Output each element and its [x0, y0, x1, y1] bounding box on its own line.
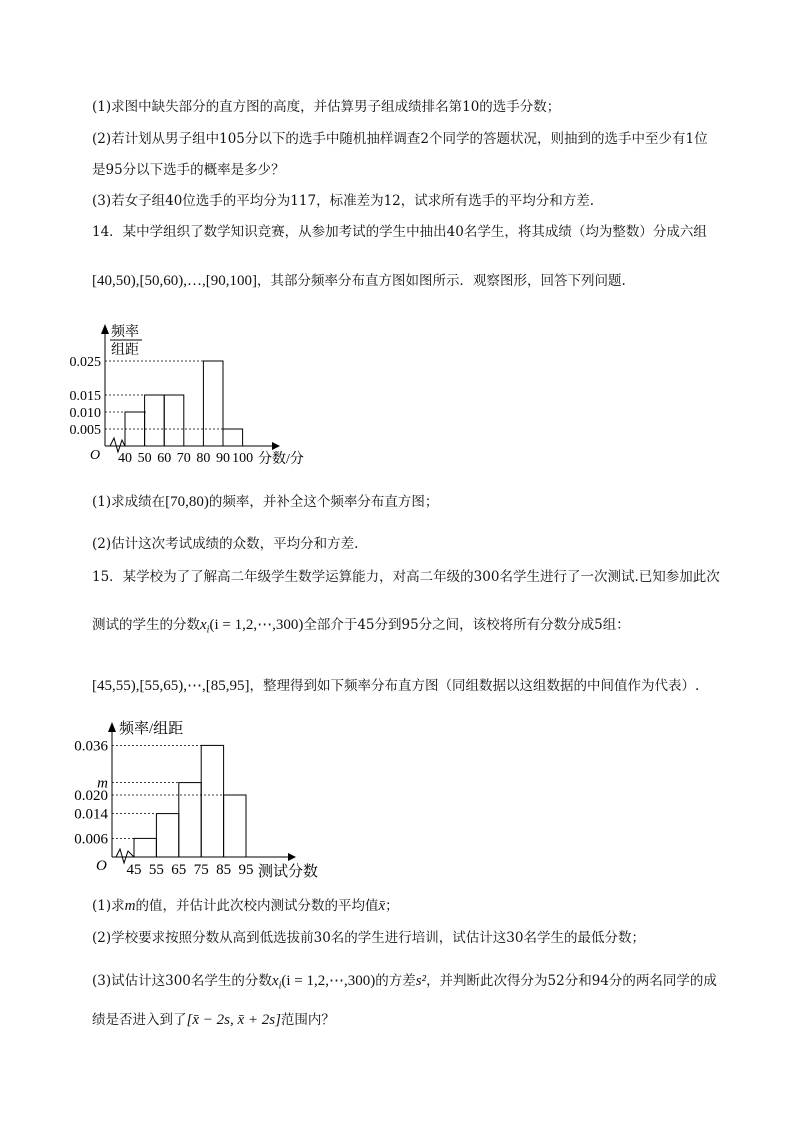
- origin-label: O: [90, 448, 101, 463]
- y-tick-label: 0.005: [69, 423, 101, 438]
- q13-part1: (1)求图中缺失部分的直方图的高度，并估算男子组成绩排名第10的选手分数；: [92, 99, 561, 115]
- axis-break: [116, 849, 134, 863]
- q15-line2-pre: 测试的学生的分数: [92, 617, 200, 633]
- q15-part3-line2: [92, 1011, 335, 1029]
- q14-intro: 14．某中学组织了数学知识竞赛，从参加考试的学生中抽出40名学生，将其成绩（均为整数）分成六组: [92, 224, 707, 240]
- q15-xi-sub-2: i: [278, 980, 282, 992]
- histogram-bar: [156, 814, 178, 857]
- q15-xi-range-2: (i = 1,2,⋯,300): [281, 973, 376, 989]
- q15-part1: [92, 897, 399, 915]
- x-tick-label: 95: [238, 862, 254, 878]
- q15-line2-post: 全部介于45分到95分之间，该校将所有分数分成5组：: [303, 617, 630, 633]
- q14-intervals: [40,50),[50,60),…,[90,100]: [92, 273, 257, 289]
- q15-part1-post: ；: [385, 898, 399, 914]
- y-tick-label: 0.025: [69, 355, 101, 370]
- x-tick-label: 70: [176, 451, 191, 466]
- x-tick-label: 50: [137, 451, 152, 466]
- x-tick-label: 85: [216, 862, 232, 878]
- q15-intro: 15．某学校为了了解高二年级学生数学运算能力，对高二年级的300名学生进行了一次测试.已知参加此次: [92, 569, 720, 585]
- origin-label: O: [96, 858, 107, 874]
- q15-m: m: [124, 898, 136, 914]
- x-tick-label: 45: [126, 862, 142, 878]
- x-tick-label: 75: [193, 862, 209, 878]
- x-axis-label: 分数/分: [258, 452, 304, 467]
- y-tick-label: m: [97, 775, 108, 792]
- q15-xi-2: x: [271, 973, 279, 989]
- y-tick-label: 0.006: [74, 831, 108, 848]
- q15-xi: x: [200, 617, 207, 633]
- y-tick-label: 0.036: [74, 738, 108, 755]
- x-tick-label: 65: [171, 862, 187, 878]
- q15-part1-pre: (1)求: [92, 898, 125, 914]
- q14-part2: (2)估计这次考试成绩的众数，平均分和方差.: [92, 536, 359, 552]
- histogram-bar: [134, 838, 156, 857]
- q15-part3: [92, 972, 717, 996]
- q15-xi-range: (i = 1,2,⋯,300): [209, 617, 304, 633]
- x-tick-label: 40: [118, 451, 132, 466]
- y-label-top: 频率: [111, 325, 139, 340]
- q14-part1-pre: (1)求成绩在: [92, 494, 166, 510]
- y-tick-label: 0.010: [69, 406, 101, 421]
- histogram-bar: [201, 745, 223, 857]
- q15-part3-pre: (3)试估计这300名学生的分数: [92, 973, 272, 989]
- q14-part1-post: 的频率，并补全这个频率分布直方图；: [208, 494, 439, 510]
- q13-part2-line2: 是95分以下选手的概率是多少？: [92, 162, 285, 178]
- x-tick-label: 55: [148, 862, 164, 878]
- q15-part3-mid: 的方差: [375, 973, 416, 989]
- y-tick-label: 0.020: [74, 788, 108, 804]
- y-axis-arrow: [108, 722, 116, 732]
- x-tick-label: 90: [216, 451, 230, 466]
- q15-part3b-interval: [x̄ − 2s, x̄ + 2s]: [186, 1012, 281, 1028]
- x-axis-arrow: [288, 853, 296, 861]
- q15-intervals: [45,55),[55,65),⋯,[85,95]: [92, 678, 250, 694]
- q13-part2-line1: (2)若计划从男子组中105分以下的选手中随机抽样调查2个同学的答题状况，则抽到的选手中至少有1位: [92, 131, 708, 147]
- x-tick-label: 80: [196, 451, 211, 466]
- q14-part1-interval: [70,80): [165, 494, 209, 510]
- q15-s2: s²: [415, 973, 427, 989]
- q15-part3b-pre: 绩是否进入到了: [92, 1012, 187, 1028]
- y-tick-label: 0.014: [74, 806, 108, 823]
- x-tick-label: 100: [232, 451, 254, 466]
- q15-part2: (2)学校要求按照分数从高到低选拔前30名的学生进行培训，试估计这30名学生的最低分数；: [92, 930, 645, 946]
- y-tick-label: 0.015: [69, 389, 101, 404]
- q15-xbar: x̄: [378, 898, 386, 914]
- q15-line3-post: ，整理得到如下频率分布直方图（同组数据以这组数据的中间值作为代表）.: [249, 678, 700, 694]
- histogram-bar: [179, 783, 201, 857]
- x-axis-label: 测试分数: [258, 864, 319, 880]
- q13-part3: (3)若女子组40位选手的平均分为117，标准差为12，试求所有选手的平均分和方差.: [92, 193, 595, 209]
- q15-xi-sub: i: [206, 624, 210, 636]
- q15-part3b-post: 范围内？: [280, 1012, 335, 1028]
- q15-part1-mid: 的值，并估计此次校内测试分数的平均值: [135, 898, 379, 914]
- q15-part3-post: ，并判断此次得分为52分和94分的两名同学的成: [426, 973, 717, 989]
- histogram-bar: [224, 795, 246, 857]
- q14-intro-text2: ，其部分频率分布直方图如图所示．观察图形，回答下列问题.: [256, 273, 626, 289]
- y-axis-label: 频率/组距: [119, 721, 184, 737]
- x-tick-label: 60: [157, 451, 172, 466]
- y-label-bottom: 组距: [111, 343, 139, 358]
